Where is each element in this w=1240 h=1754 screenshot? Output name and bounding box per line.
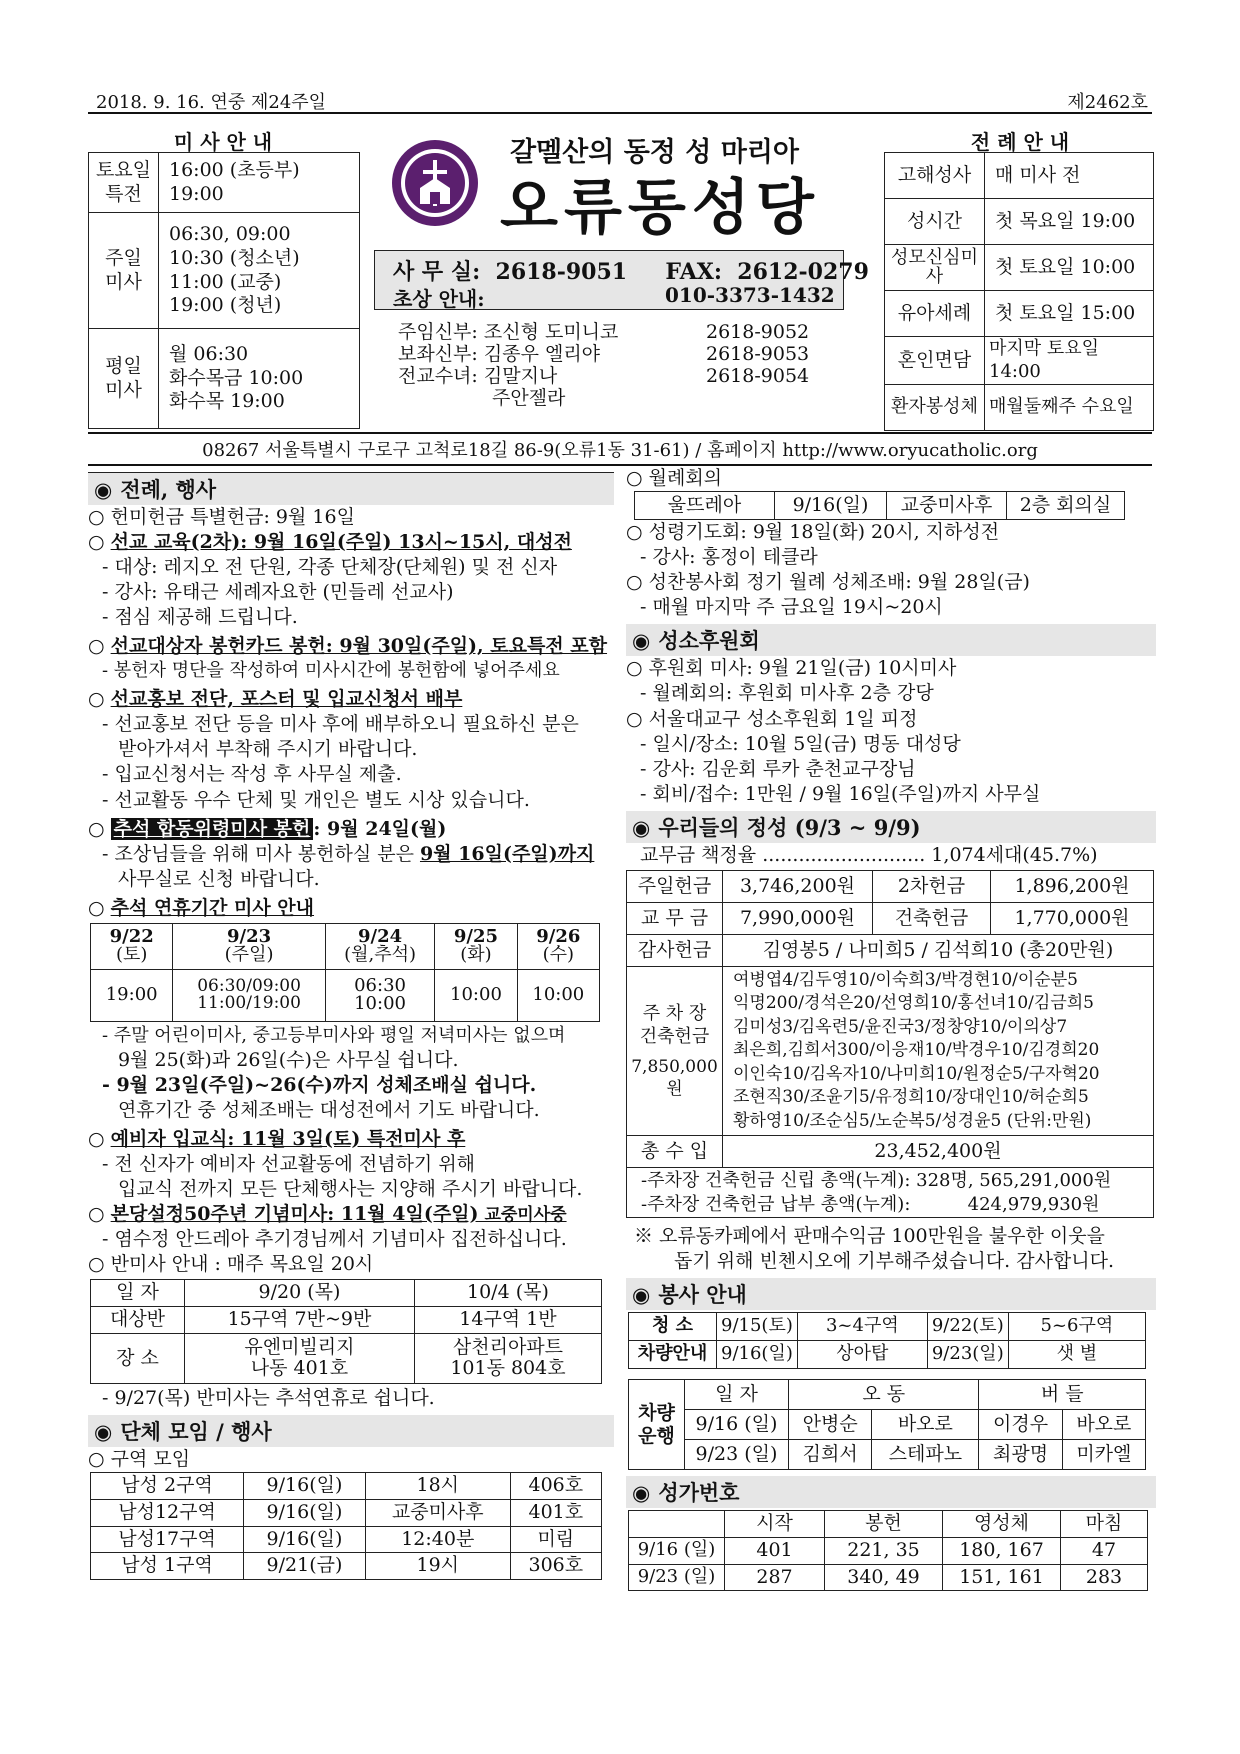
section-groups: ◉ 단체 모임 / 행사 [88,1415,614,1447]
clergy-list [398,322,838,410]
bullet-icon: ◉ [94,1418,113,1444]
notice-line: - 회비/접수: 1만원 / 9월 16일(주일)까지 사무실 [640,782,1041,805]
right-column [626,466,1156,1591]
notice-line: - 봉헌자 명단을 작성하여 미사시간에 봉헌함에 넣어주세요 [102,660,560,682]
liturgy-guide-table: 고해성사 매 미사 전 성시간 첫 목요일 19:00 성모신심미사 첫 토요일 10:00 유아세례 첫 토요일 15:00 혼인면담 마지막 토요일 14:00 환자봉성체 매월둘째주 수요일 [884,152,1154,431]
notice-line: ○ 헌미헌금 특별헌금: 9월 16일 [88,506,355,528]
section-liturgy-events: ◉ 전례, 행사 [88,472,614,505]
notice-line: ※ 오류동카페에서 판매수익금 100만원을 불우한 이웃을 [634,1224,1105,1247]
table-row: 남성 1구역 9/21(금) 19시 306호 [91,1553,602,1580]
notice-line: - 9/27(목) 반미사는 추석연휴로 쉽니다. [102,1386,435,1409]
funeral-label: 초상 안내: [393,287,485,311]
notice-line: ○ 구역 모임 [88,1447,191,1470]
notice-line: ○ 성령기도회: 9월 18일(화) 20시, 지하성전 [626,521,1000,544]
notice-heading: ○ 선교대상자 봉헌카드 봉헌: 9월 30일(주일), 토요특전 포함 [88,635,608,658]
issue-number: 제2462호 [1067,92,1148,113]
clergy-row: 주임신부: 조신형 도미니코 2618-9052 [398,321,810,343]
address-line: 08267 서울특별시 구로구 고척로18길 86-9(오류1동 31-61) / 홈페이지 http://www.oryucatholic.org [88,432,1152,466]
section-hymns: ◉ 성가번호 [626,1476,1156,1508]
notice-line: - 강사: 홍정이 테클라 [640,546,818,569]
notice-heading: ○ 선교 교육(2차): 9월 16일(주일) 13시~15시, 대성전 [88,531,572,554]
notice-line: - 9월 23일(주일)~26(수)까지 성체조배실 쉽니다. [102,1073,537,1096]
ban-mass-table: 일 자 9/20 (목) 10/4 (목) 대상반 15구역 7반~9반 14구역 1반 장 소 유엔미빌리지 나동 401호 삼천리아파트 101동 804호 [90,1279,602,1384]
table-row: 남성17구역 9/16(일) 12:40분 미림 [91,1526,602,1553]
notice-line: - 선교홍보 전단 등을 미사 후에 배부하오니 필요하신 분은 [102,713,579,736]
section-service: ◉ 봉사 안내 [626,1278,1156,1310]
notice-line: ○ 월례회의 [626,467,723,489]
bullet-icon: ◉ [632,1282,651,1308]
parish-subtitle: 갈멜산의 동정 성 마리아 [510,137,800,168]
notice-line: 사무실로 신청 바랍니다. [118,867,320,890]
parish-name: 오류동성당 [500,173,820,243]
offering-table: 주일헌금 3,746,200원 2차헌금 1,896,200원 교 무 금 7,990,000원 건축헌금 1,770,000원 감사헌금 김영봉5 / 나미희5 / 김석희10 (총20만원) 주 차 장 건축헌금 7,850,000원 여병엽4/김두영10/이숙희3/박경현10/이순분5 익명200/경석은20/선영희10/홍선녀10/김금희5 김미성3/김옥련5/윤진국3/정창양10/이의상7 최은희,김희서300/이응재10/박경우10/김경희20 이인숙10/김옥자10/나미희10/원정순5/구자혁20 조현직30/조윤기5/유정희10/장대인10/허순희5 황하영10/조순심5/노순복5/성경윤5 (단위:만원) 총 수 입 23,452,400원 -주차장 건축헌금 신립 총액(누계): 328명, 565,291,000원 -주차장 건축헌금 납부 총액(누계): 424,979,930원 [626,870,1154,1218]
notice-heading: ○ 추석 합동위령미사 봉헌 : 9월 24일(월) [88,817,447,840]
car-service-table: 차량 운행 일 자 오 동 버 들 9/16 (일) 안병순 바오로 이경우 바오로 9/23 (일) 김희서 스테파노 최광명 미카엘 [628,1379,1146,1470]
table-row: 남성12구역 9/16(일) 교중미사후 401호 [91,1499,602,1526]
parish-logo [390,138,480,228]
notice-line: - 주말 어린이미사, 중고등부미사와 평일 저녁미사는 없으며 [102,1024,566,1046]
issue-date: 2018. 9. 16. 연중 제24주일 [96,92,327,113]
notice-line: - 염수정 안드레아 추기경님께서 기념미사 집전하십니다. [102,1228,567,1251]
notice-line: - 선교활동 우수 단체 및 개인은 별도 시상 있습니다. [102,788,530,811]
notice-line: 입교식 전까지 모든 단체행사는 지양해 주시기 바랍니다. [118,1178,583,1201]
notice-line: 돕기 위해 빈첸시오에 기부해주셨습니다. 감사합니다. [674,1249,1115,1272]
notice-line: ○ 반미사 안내 : 매주 목요일 20시 [88,1253,374,1276]
notice-line: - 일시/장소: 10월 5일(금) 명동 대성당 [640,732,961,755]
notice-heading: ○ 본당설정50주년 기념미사: 11월 4일(주일) 교중미사중 [88,1203,567,1226]
funeral-phone: 010-3373-1432 [665,283,835,307]
section-vocation: ◉ 성소후원회 [626,624,1156,656]
notice-line: - 대상: 레지오 전 단원, 각종 단체장(단체원) 및 전 신자 [102,556,558,579]
notice-line: - 조상님들을 위해 미사 봉헌하실 분은 9월 16일(주일)까지 [102,842,595,865]
notice-line: - 월례회의: 후원회 미사후 2층 강당 [640,682,934,705]
church-seal-icon [390,138,480,228]
chuseok-mass-table: 9/22 (토) 9/23 (주일) 9/24 (월,추석) 9/25 (화) 9/26 (수) 19:00 06:30/09:00 11:00/19:00 06:30 10:00 10:00 10:00 [90,923,600,1022]
notice-line: - 점심 제공해 드립니다. [102,606,298,629]
bullet-icon: ◉ [94,477,113,502]
monthly-meeting-table: 울뜨레아 9/16(일) 교중미사후 2층 회의실 [634,491,1125,520]
notice-line: - 강사: 김운회 루카 춘천교구장님 [640,757,916,780]
liturgy-guide-title: 전 례 안 내 [970,130,1070,154]
office-phone-fax: 사 무 실: 2618-9051 FAX: 2612-0279 [393,259,869,285]
clergy-row: 전교수녀: 김말지나 2618-9054 [398,365,810,387]
notice-heading: ○ 예비자 입교식: 11월 3일(토) 특전미사 후 [88,1127,466,1150]
table-row: 남성 2구역 9/16(일) 18시 406호 [91,1473,602,1500]
clergy-row: 주안젤라 [492,387,566,409]
notice-line: ○ 서울대교구 성소후원회 1일 피정 [626,707,918,730]
left-column [88,468,614,1580]
bullet-icon: ◉ [632,628,651,654]
notice-line: - 강사: 유태근 세례자요한 (민들레 선교사) [102,581,454,604]
bullet-icon: ◉ [632,814,651,840]
bullet-icon: ◉ [632,1480,651,1506]
district-meeting-table [90,1472,602,1580]
hymn-table: 시작 봉헌 영성체 마침 9/16 (일) 401 221, 35 180, 167 47 9/23 (일) 287 340, 49 151, 161 283 [628,1510,1148,1591]
section-offerings: ◉ 우리들의 정성 (9/3 ~ 9/9) [626,811,1156,843]
notice-line: - 매월 마지막 주 금요일 19시~20시 [640,596,943,619]
service-table: 청 소 9/15(토) 3~4구역 9/22(토) 5~6구역 차량안내 9/16(일) 상아탑 9/23(일) 샛 별 [628,1312,1146,1369]
notice-line: 받아가셔서 부착해 주시기 바랍니다. [118,738,418,761]
office-box [374,250,869,311]
notice-heading: ○ 추석 연휴기간 미사 안내 [88,896,315,919]
header-bar [88,88,1152,114]
notice-line: - 전 신자가 예비자 선교활동에 전념하기 위해 [102,1152,476,1175]
notice-heading: ○ 선교홍보 전단, 포스터 및 입교신청서 배부 [88,688,463,711]
notice-line: 연휴기간 중 성체조배는 대성전에서 기도 바랍니다. [118,1098,540,1121]
notice-line: 9월 25(화)과 26일(수)은 사무실 쉽니다. [118,1048,459,1071]
mass-guide-title: 미 사 안 내 [173,130,273,154]
notice-line: ○ 성찬봉사회 정기 월례 성체조배: 9월 28일(금) [626,571,1030,594]
mass-guide-table: 토요일 특전 16:00 (초등부) 19:00 주일 미사 06:30, 09:00 10:30 (청소년) 11:00 (교중) 19:00 (청년) 평일 미사 월 06:30 화수목금 10:00 화수목 19:00 [88,152,360,429]
clergy-row: 보좌신부: 김종우 엘리야 2618-9053 [398,343,810,365]
tithe-rate: 교무금 책정율 ........................... 1,074세대(45.7%) [640,843,1098,866]
notice-line: ○ 후원회 미사: 9월 21일(금) 10시미사 [626,657,957,680]
notice-line: - 입교신청서는 작성 후 사무실 제출. [102,763,402,786]
